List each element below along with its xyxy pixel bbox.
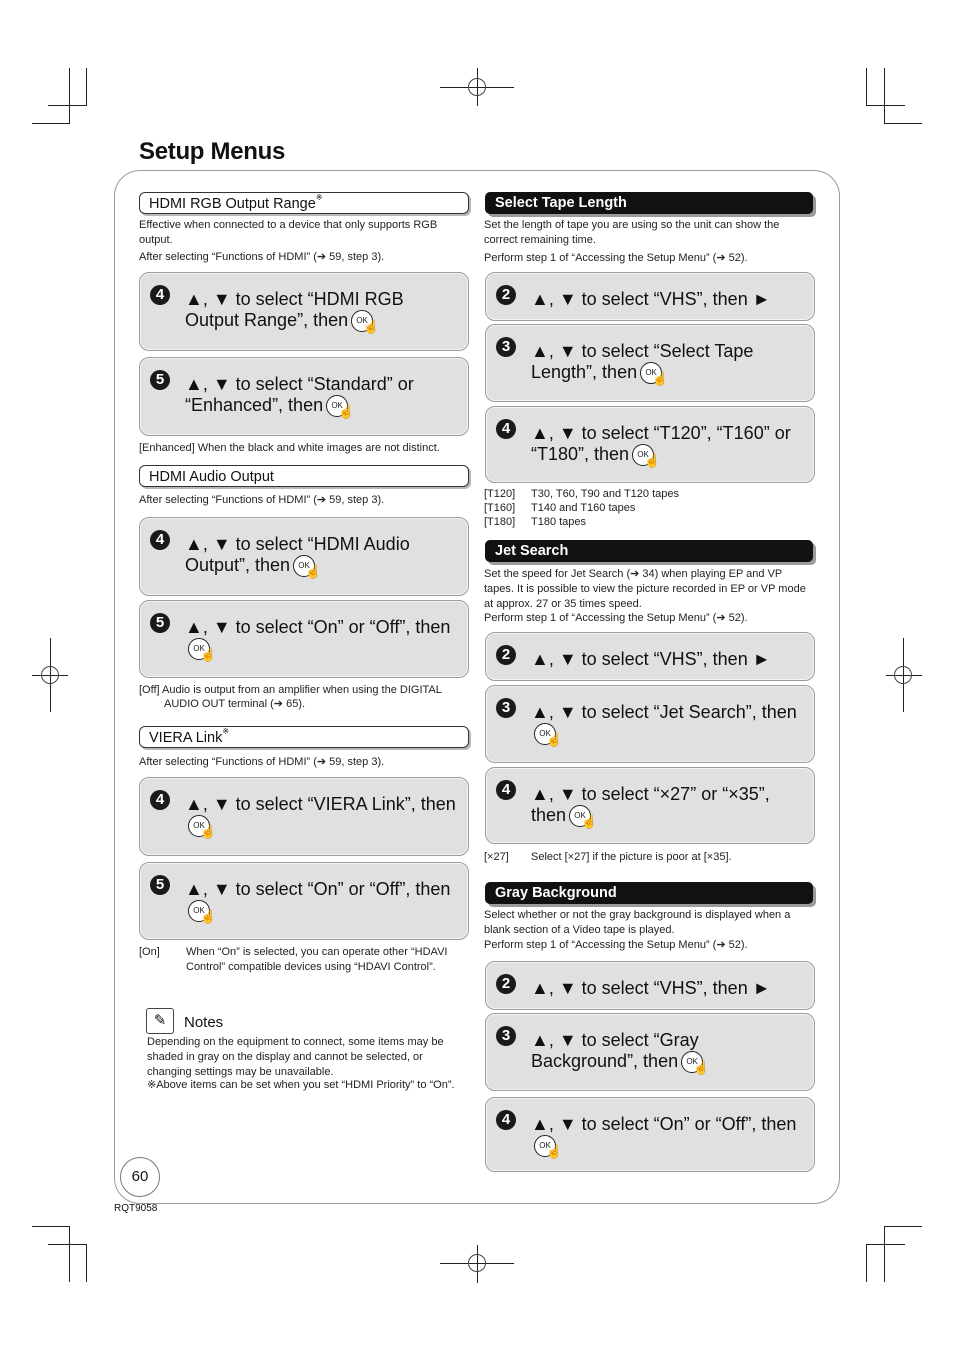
description: Effective when connected to a device that only supports RGB output. (139, 219, 438, 246)
footnote-mark: ※ (222, 727, 230, 736)
step-text (531, 341, 806, 386)
step-box (139, 862, 469, 940)
step-number: 5 (150, 370, 170, 390)
hand-pointer-icon: ☝ (644, 453, 661, 468)
hand-pointer-icon: ☝ (693, 1060, 710, 1075)
section-header-gray-background: Gray Background (485, 882, 813, 904)
step-text (531, 702, 806, 747)
step-text: ▲, ▼ to select “VHS”, then ► (531, 978, 771, 998)
ok-button-icon: OK ☝ (534, 1135, 560, 1159)
ok-button-icon: OK ☝ (293, 555, 319, 579)
option-key: [On] (139, 946, 160, 958)
step-label: ▲, ▼ to select “Jet Search”, then (531, 702, 797, 722)
step-text (185, 879, 460, 924)
step-number: 5 (150, 875, 170, 895)
step-number: 4 (150, 530, 170, 550)
section-title: HDMI Audio Output (149, 469, 274, 485)
step-number: 2 (496, 645, 516, 665)
table-value: T30, T60, T90 and T120 tapes (531, 488, 679, 500)
step-label: ▲, ▼ to select “×27” or “×35”, then (531, 784, 770, 825)
step-box (139, 517, 469, 596)
table-key: [T180] (484, 516, 516, 528)
section-header-viera-link (139, 726, 469, 748)
section-header-hdmi-rgb (139, 192, 469, 214)
footnote-mark: ※ (315, 193, 323, 202)
step-label: ▲, ▼ to select “T120”, “T160” or “T180”, then (531, 423, 791, 464)
section-header-hdmi-audio (139, 465, 469, 487)
ok-button-icon: OK ☝ (681, 1051, 707, 1075)
option-note: Select [×27] if the picture is poor at [×35]. (531, 851, 732, 863)
description: Perform step 1 of “Accessing the Setup Menu” (➔ 52). (484, 252, 748, 264)
option-key: [×27] (484, 851, 509, 863)
description: Perform step 1 of “Accessing the Setup Menu” (➔ 52). (484, 939, 748, 951)
step-text (185, 289, 460, 334)
step-text: ▲, ▼ to select “VHS”, then ► (531, 649, 771, 669)
doc-code: RQT9058 (114, 1203, 158, 1214)
option-note: [Enhanced] When the black and white images are not distinct. (139, 442, 440, 454)
ok-button-icon: OK ☝ (632, 444, 658, 468)
page-number: 60 (120, 1157, 160, 1197)
option-note: When “On” is selected, you can operate other “HDAVI Control” compatible devices using “HDAVI Control”. (186, 946, 448, 973)
table-key: [T160] (484, 502, 516, 514)
ok-button-icon: OK ☝ (569, 805, 595, 829)
ok-button-icon: OK ☝ (188, 900, 214, 924)
description: After selecting “Functions of HDMI” (➔ 59, step 3). (139, 494, 385, 506)
hand-pointer-icon: ☝ (546, 732, 563, 747)
step-box (485, 324, 815, 402)
ok-button-icon: OK ☝ (188, 638, 214, 662)
step-number: 4 (150, 790, 170, 810)
step-text: ▲, ▼ to select “VHS”, then ► (531, 289, 771, 309)
hand-pointer-icon: ☝ (200, 824, 217, 839)
description: Select whether or not the gray background is displayed when a blank section of a Video tape is played. (484, 909, 791, 936)
step-box (485, 406, 815, 483)
step-number: 2 (496, 974, 516, 994)
step-label: ▲, ▼ to select “Standard” or “Enhanced”, then (185, 374, 414, 415)
notes-icon: ✎ (146, 1008, 174, 1034)
step-label: ▲, ▼ to select “Gray Background”, then (531, 1030, 699, 1071)
step-text (531, 423, 806, 468)
hand-pointer-icon: ☝ (305, 564, 322, 579)
description: Set the speed for Jet Search (➔ 34) when playing EP and VP tapes. It is possible to view the picture recorded in EP or VP mode at approx. 27 or 35 times speed. (484, 568, 806, 610)
section-title: HDMI RGB Output Range (149, 196, 316, 212)
step-box (485, 1013, 815, 1091)
step-box (485, 1097, 815, 1172)
ok-button-icon: OK ☝ (326, 395, 352, 419)
step-number: 3 (496, 337, 516, 357)
description: After selecting “Functions of HDMI” (➔ 59, step 3). (139, 251, 385, 263)
step-number: 3 (496, 1026, 516, 1046)
step-box (139, 272, 469, 351)
step-number: 3 (496, 698, 516, 718)
step-text (531, 1114, 806, 1159)
step-text (185, 534, 460, 579)
notes-title: Notes (184, 1014, 224, 1031)
ok-button-icon: OK ☝ (188, 815, 214, 839)
hand-pointer-icon: ☝ (338, 404, 355, 419)
step-label: ▲, ▼ to select “Select Tape Length”, then (531, 341, 754, 382)
step-label: ▲, ▼ to select “On” or “Off”, then (185, 879, 451, 899)
step-label: ▲, ▼ to select “HDMI Audio Output”, then (185, 534, 410, 575)
page-title: Setup Menus (139, 138, 286, 165)
step-number: 4 (496, 419, 516, 439)
step-number: 4 (150, 285, 170, 305)
step-label: ▲, ▼ to select “On” or “Off”, then (531, 1114, 797, 1134)
option-note: AUDIO OUT terminal (➔ 65). (164, 698, 306, 710)
step-box (485, 961, 815, 1010)
table-value: T140 and T160 tapes (531, 502, 636, 514)
step-box (485, 272, 815, 321)
hand-pointer-icon: ☝ (200, 647, 217, 662)
step-box (485, 767, 815, 844)
hand-pointer-icon: ☝ (581, 814, 598, 829)
hand-pointer-icon: ☝ (363, 319, 380, 334)
step-label: ▲, ▼ to select “HDMI RGB Output Range”, then (185, 289, 404, 330)
step-box (139, 357, 469, 436)
option-note: [Off] Audio is output from an amplifier when using the DIGITAL (139, 684, 442, 696)
table-value: T180 tapes (531, 516, 587, 528)
hand-pointer-icon: ☝ (200, 909, 217, 924)
ok-button-icon: OK ☝ (351, 310, 377, 334)
step-text (531, 784, 806, 829)
ok-button-icon: OK ☝ (640, 362, 666, 386)
step-box (485, 632, 815, 681)
step-box (139, 777, 469, 856)
step-text (185, 374, 460, 419)
step-number: 2 (496, 285, 516, 305)
section-title: VIERA Link (149, 730, 223, 746)
table-key: [T120] (484, 488, 516, 500)
step-number: 4 (496, 780, 516, 800)
step-number: 4 (496, 1110, 516, 1130)
description: After selecting “Functions of HDMI” (➔ 59, step 3). (139, 756, 385, 768)
notes-body: Depending on the equipment to connect, some items may be shaded in gray on the display and cannot be selected, or changing settings may be unavailable. (147, 1036, 444, 1078)
step-box (139, 600, 469, 678)
step-text (531, 1030, 806, 1075)
hand-pointer-icon: ☝ (546, 1144, 563, 1159)
step-box (485, 685, 815, 763)
notes-footnote: ※Above items can be set when you set “HDMI Priority” to “On”. (147, 1079, 455, 1091)
step-text (185, 617, 460, 662)
step-number: 5 (150, 613, 170, 633)
step-label: ▲, ▼ to select “VIERA Link”, then (185, 794, 456, 814)
hand-pointer-icon: ☝ (652, 371, 669, 386)
step-text (185, 794, 460, 839)
step-label: ▲, ▼ to select “On” or “Off”, then (185, 617, 451, 637)
section-header-select-tape-length: Select Tape Length (485, 192, 813, 214)
section-header-jet-search: Jet Search (485, 540, 813, 562)
description: Set the length of tape you are using so the unit can show the correct remaining time. (484, 219, 780, 246)
description: Perform step 1 of “Accessing the Setup Menu” (➔ 52). (484, 612, 748, 624)
ok-button-icon: OK ☝ (534, 723, 560, 747)
